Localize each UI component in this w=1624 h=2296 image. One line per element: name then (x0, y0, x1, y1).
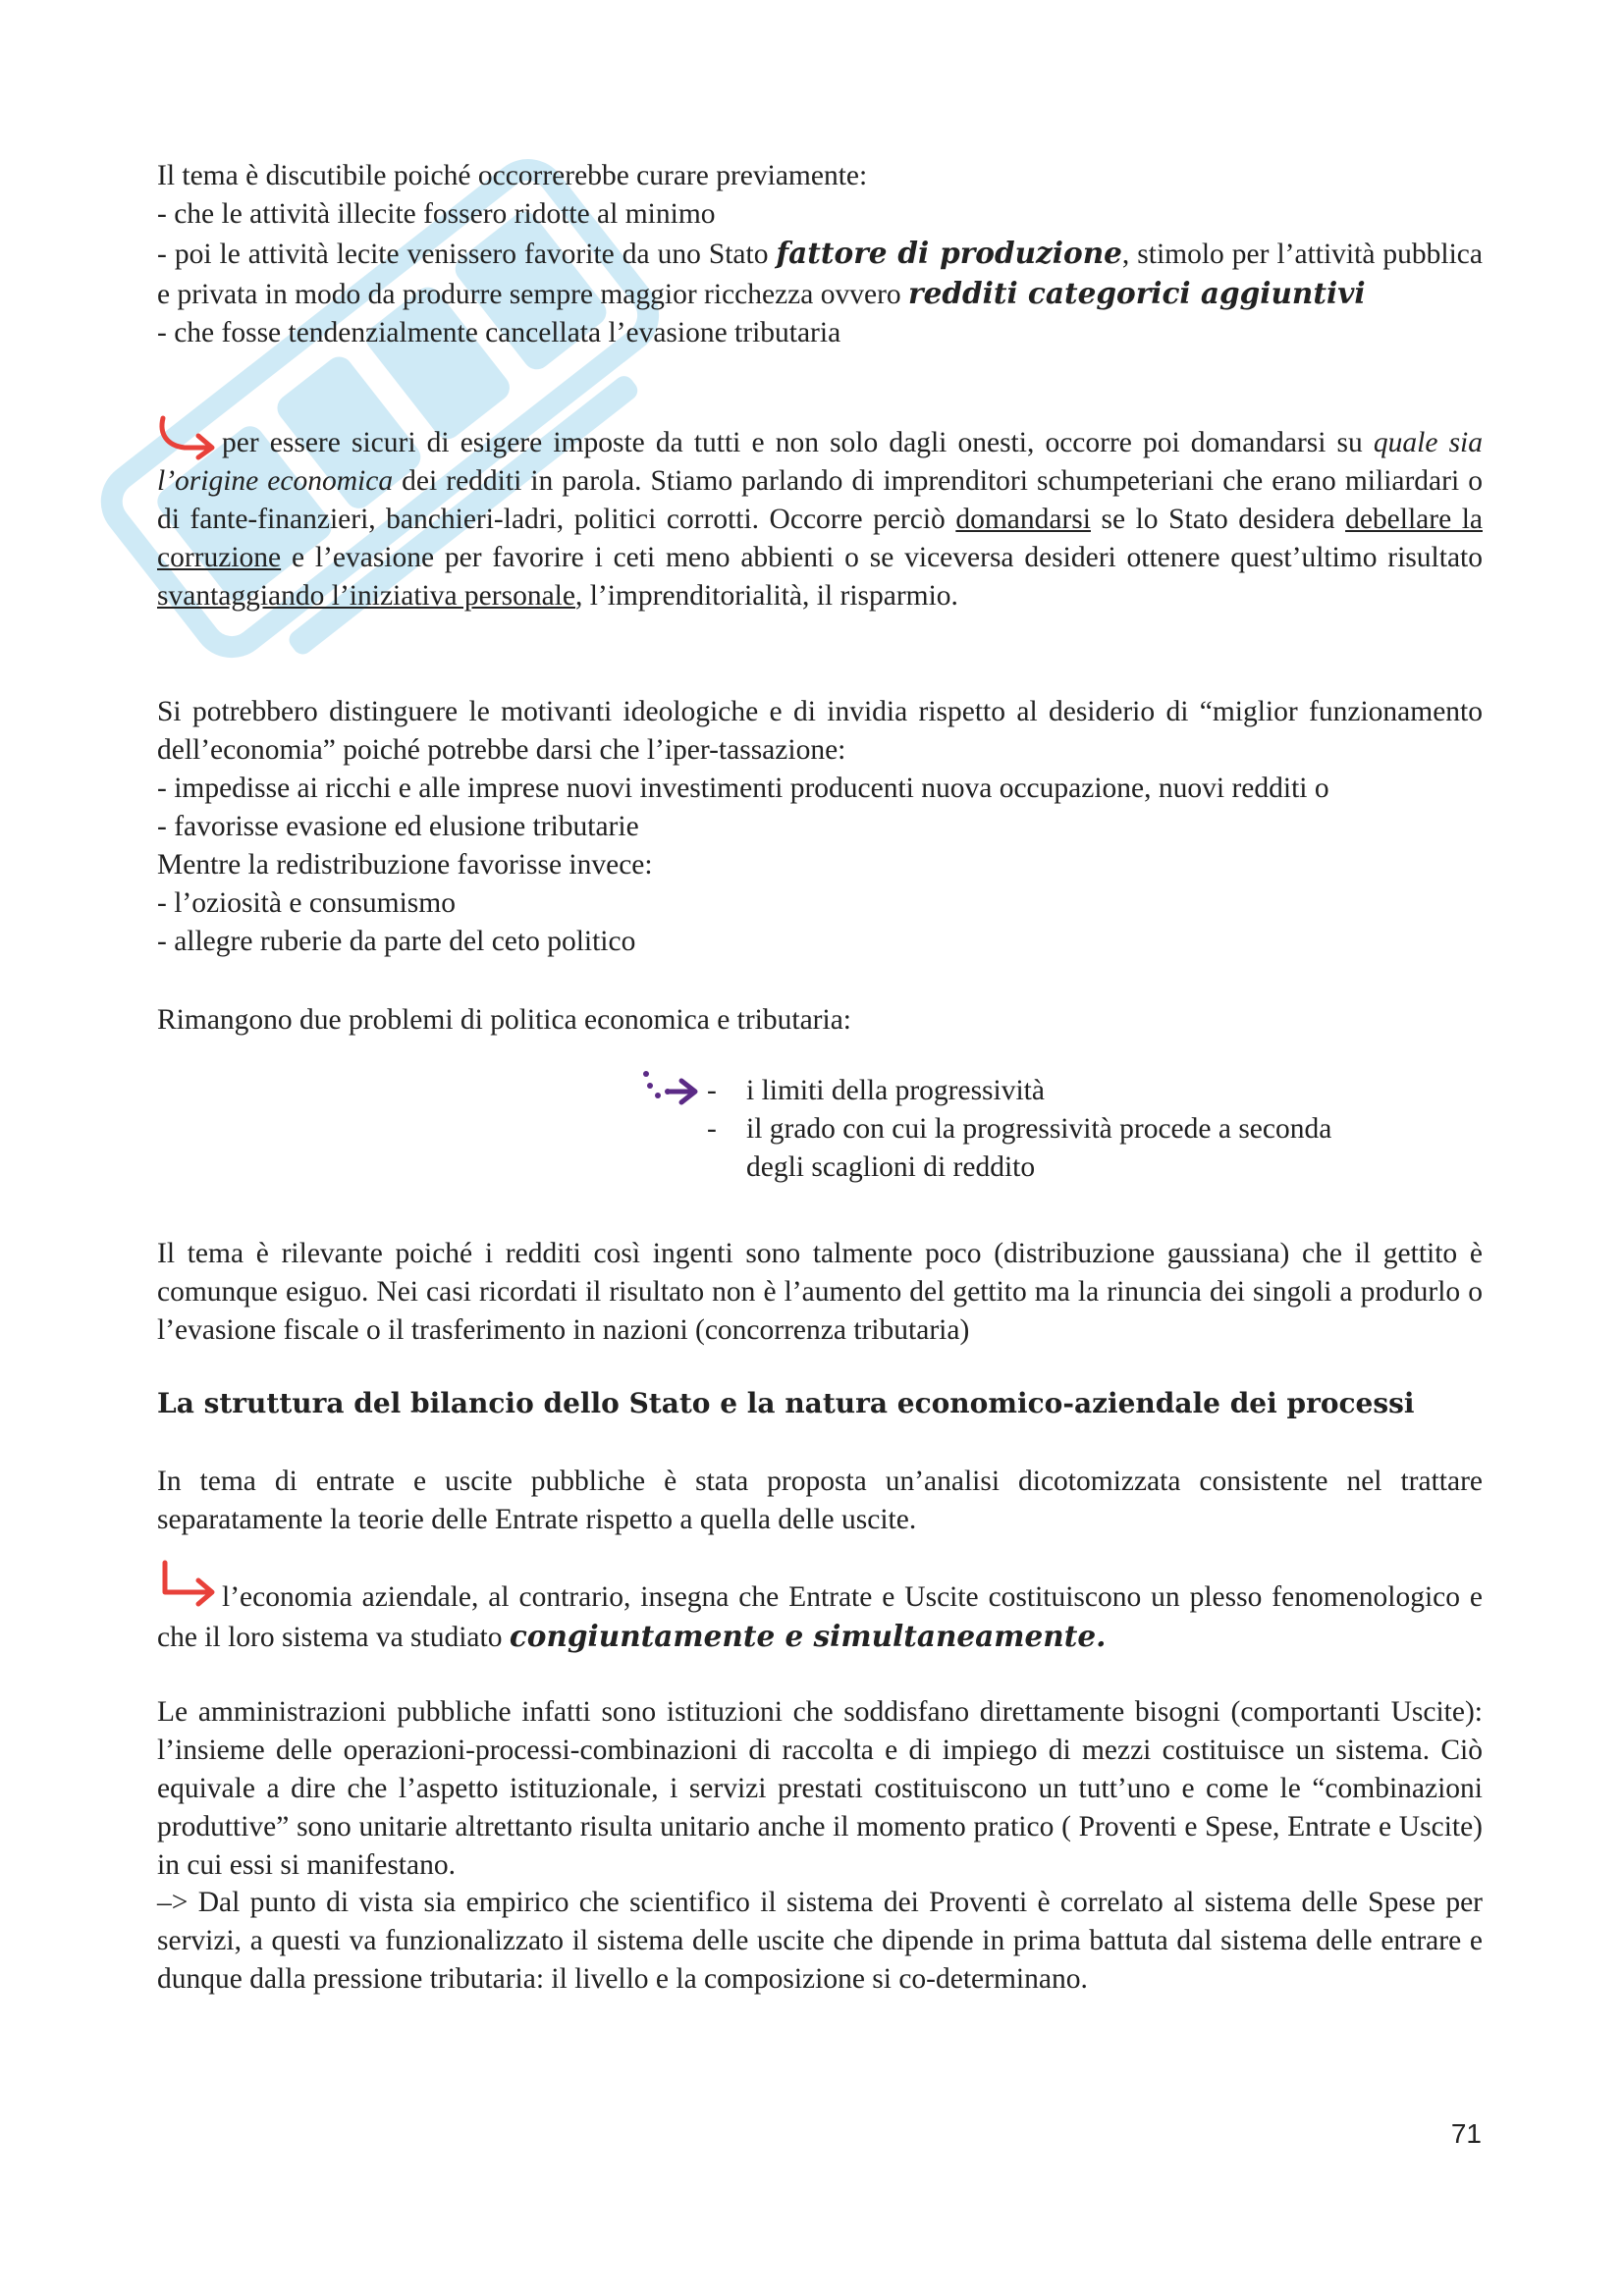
emphasis-text: congiuntamente e simultaneamente. (509, 1619, 1107, 1653)
list-item: - l’oziosità e consumismo (157, 887, 456, 919)
paragraph-7 (157, 1578, 1483, 1657)
problems-list (707, 1072, 1492, 1187)
list-item (707, 1110, 1492, 1187)
text-run: e l’evasione per favorire i ceti meno abbienti o se viceversa desideri ottenere quest’ultimo risultato (281, 542, 1483, 573)
list-item: - impedisse ai ricchi e alle imprese nuovi investimenti producenti nuova occupazione, nuovi redditi o (157, 773, 1329, 804)
list-item: - favorisse evasione ed elusione tributarie (157, 811, 639, 842)
emphasis-text: redditi categorici aggiuntivi (908, 276, 1366, 310)
page-number: 71 (1450, 2118, 1482, 2149)
paragraph-text: Il tema è rilevante poiché i redditi così ingenti sono talmente poco (distribuzione gaussiana) che il gettito è comunque esiguo. Nei casi ricordati il risultato non è l’aumento del gettito ma la rinuncia dei singoli a produrlo o l’evasione fiscale o il trasferimento in nazioni (concorrenza tributaria) (157, 1238, 1483, 1346)
paragraph-6 (157, 1463, 1483, 1539)
paragraph-5 (157, 1235, 1483, 1350)
list-item-text: i limiti della progressività (746, 1075, 1045, 1106)
list-item (707, 1072, 1492, 1110)
paragraph-text: –> Dal punto di vista sia empirico che scientifico il sistema dei Proventi è correlato al sistema delle Spese per servizi, a questi va funzionalizzato il sistema delle uscite che dipende in prima battuta dal sistema delle entrare e dunque dalla pressione tributaria: il livello e la composizione si co-determinano. (157, 1887, 1483, 1995)
emphasis-text: fattore di produzione (776, 236, 1122, 270)
text-run: se lo Stato desidera (1090, 504, 1346, 535)
list-item: - che le attività illecite fossero ridotte al minimo (157, 198, 716, 230)
underlined-text: svantaggiando l’iniziativa personale (157, 580, 575, 612)
paragraph-8 (157, 1693, 1483, 1885)
text-line: Rimangono due problemi di politica economica e tributaria: (157, 1004, 851, 1036)
purple-arrow-icon (638, 1066, 707, 1115)
list-item-text: degli scaglioni di reddito (746, 1151, 1036, 1183)
list-item-text: il grado con cui la progressività procede a seconda (746, 1113, 1332, 1145)
text-line: Mentre la redistribuzione favorisse invece: (157, 849, 653, 881)
dash-bullet: - (707, 1113, 717, 1145)
paragraph-text: Le amministrazioni pubbliche infatti sono istituzioni che soddisfano direttamente bisogni (comportanti Uscite): l’insieme delle operazioni-processi-combinazioni di raccolta e di impiego di mezzi costituisce un sistema. Ciò equivale a dire che l’aspetto istituzionale, i servizi prestati costituiscono un tutt’uno e come le “combinazioni produttive” sono unitarie altrettanto risulta unitario anche il momento pratico ( Proventi e Spese, Entrate e Uscite) in cui essi si manifestano. (157, 1696, 1483, 1881)
italic-text: quale sia l’origine economica (157, 427, 1484, 497)
list-item: - allegre ruberie da parte del ceto politico (157, 926, 636, 957)
text-run: dei redditi in parola. Stiamo parlando di imprenditori schumpeteriani che erano miliardari o di fante-finanzieri, banchieri-ladri, politici corrotti. Occorre perciò (157, 465, 1483, 535)
underlined-text: domandarsi (955, 504, 1091, 535)
list-item (157, 234, 1483, 314)
text-run: - poi le attività lecite venissero favorite da uno Stato (157, 239, 777, 270)
text-run: per essere sicuri di esigere imposte da tutti e non solo dagli onesti, occorre poi domandarsi su (222, 427, 1374, 458)
paragraph-1 (157, 157, 1483, 352)
paragraph-9 (157, 1884, 1483, 1999)
paragraph-text (157, 424, 1483, 615)
paragraph-3 (157, 693, 1483, 961)
dash-bullet: - (707, 1075, 717, 1106)
text-line: Il tema è discutibile poiché occorrerebbe curare previamente: (157, 160, 868, 191)
paragraph-4 (157, 1001, 1483, 1040)
list-item: - che fosse tendenzialmente cancellata l’evasione tributaria (157, 317, 841, 348)
paragraph-text: In tema di entrate e uscite pubbliche è stata proposta un’analisi dicotomizzata consistente nel trattare separatamente la teorie delle Entrate rispetto a quella delle uscite. (157, 1466, 1483, 1535)
text-run: , stimolo per l’attività pubblica e privata in modo da produrre sempre maggior ricchezza ovvero (157, 239, 1483, 310)
section-heading: La struttura del bilancio dello Stato e la natura economico-aziendale dei processi (157, 1387, 1415, 1419)
text-run: l’economia aziendale, al contrario, insegna che Entrate e Uscite costituiscono un plesso fenomenologico e che il loro sistema va studiato (157, 1581, 1483, 1653)
underlined-text: debellare la corruzione (157, 504, 1483, 573)
text-run: , l’imprenditorialità, il risparmio. (574, 580, 958, 612)
paragraph-2 (157, 424, 1483, 615)
paragraph-text (157, 1578, 1483, 1657)
paragraph-text: Si potrebbero distinguere le motivanti ideologiche e di invidia rispetto al desiderio di “miglior funzionamento dell’economia” poiché potrebbe darsi che l’iper-tassazione: (157, 696, 1483, 766)
